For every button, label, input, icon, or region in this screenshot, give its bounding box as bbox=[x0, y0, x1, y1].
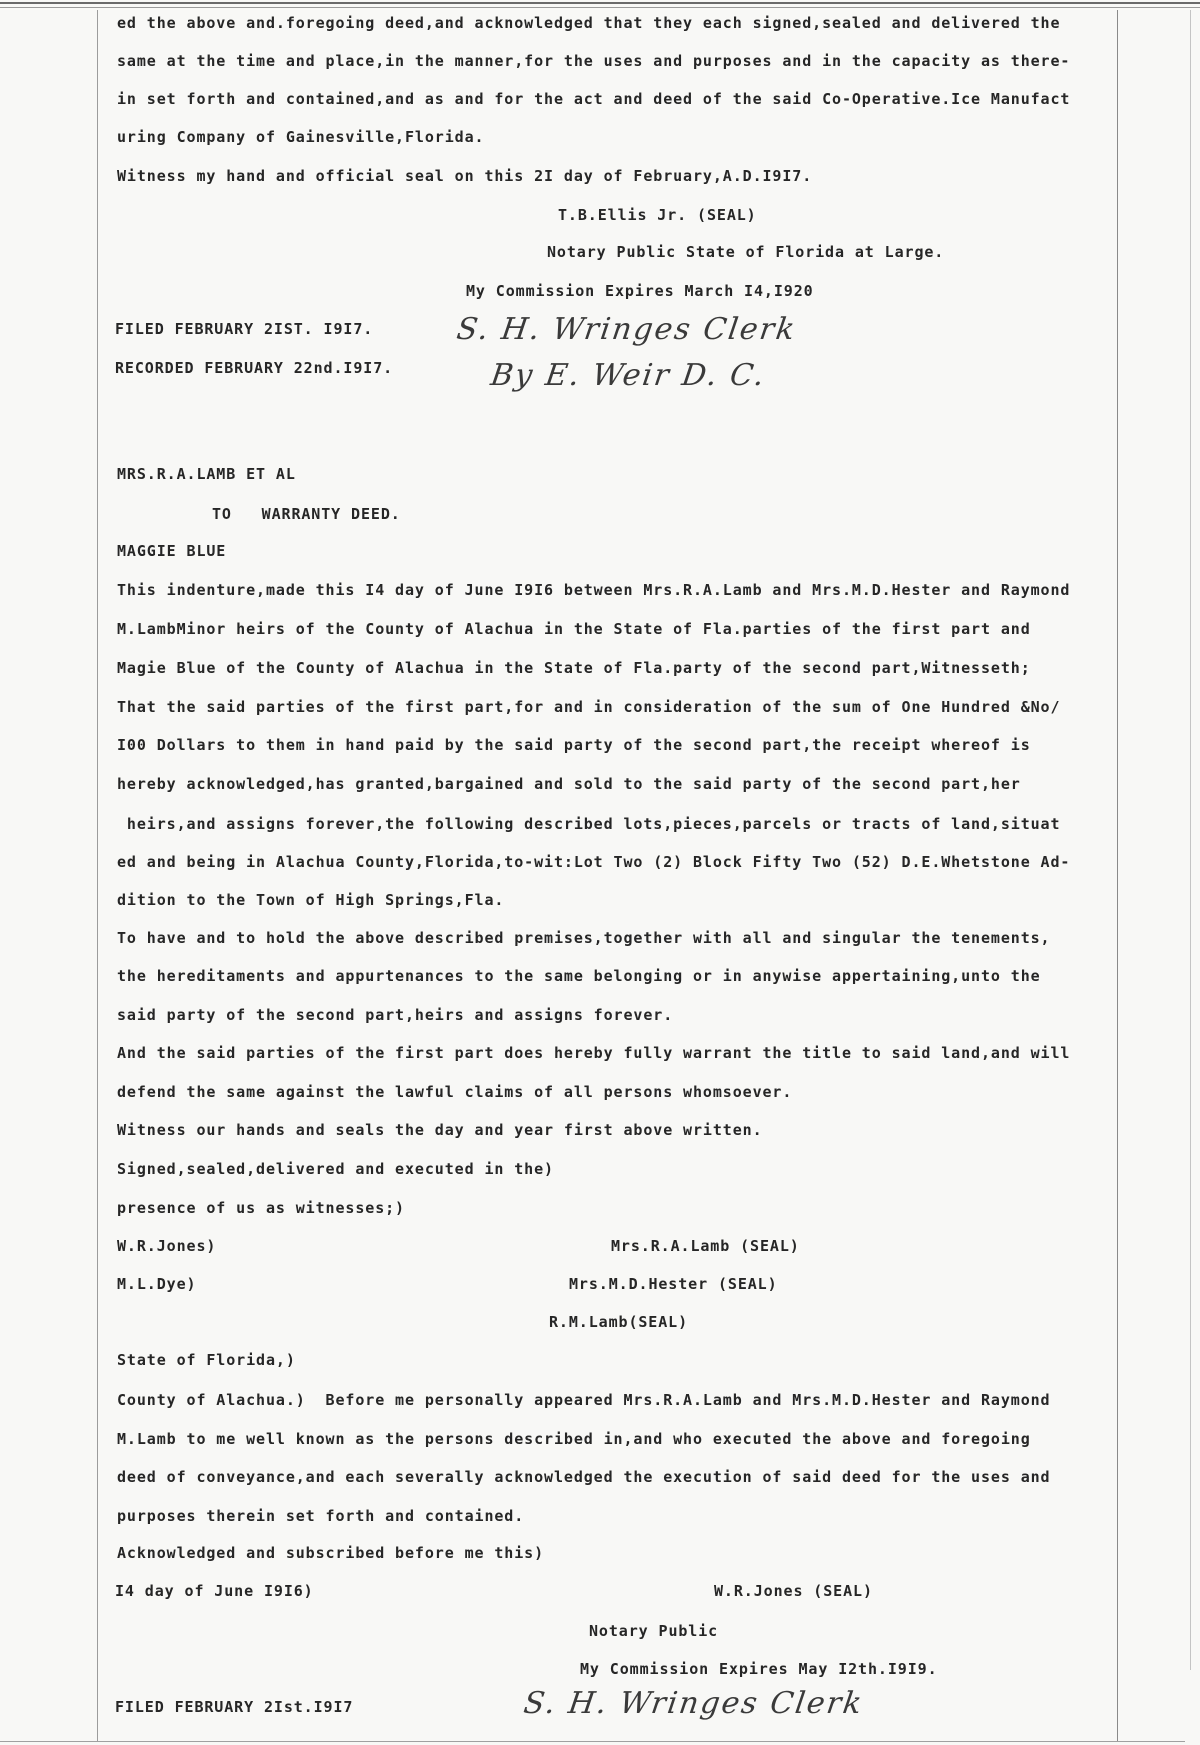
filed-date: FILED FEBRUARY 2IST. I9I7. bbox=[115, 320, 374, 338]
recorded-date: RECORDED FEBRUARY 22nd.I9I7. bbox=[115, 359, 394, 377]
text-line: State of Florida,) bbox=[117, 1351, 296, 1369]
clerk-signature: S. H. Wringes Clerk bbox=[521, 1686, 866, 1721]
page-edge-line bbox=[1190, 10, 1191, 1670]
text-line: said party of the second part,heirs and assigns forever. bbox=[117, 1006, 674, 1024]
clerk-signature: S. H. Wringes Clerk bbox=[454, 312, 799, 347]
deed-type: TO WARRANTY DEED. bbox=[212, 505, 401, 523]
text-line: M.Lamb to me well known as the persons described in,and who executed the above and foregoing bbox=[117, 1430, 1031, 1448]
text-line: This indenture,made this I4 day of June I9I6 between Mrs.R.A.Lamb and Mrs.M.D.Hester and Raymond bbox=[117, 581, 1071, 599]
text-line: presence of us as witnesses;) bbox=[117, 1199, 405, 1217]
text-line: dition to the Town of High Springs,Fla. bbox=[117, 891, 505, 909]
text-line: Witness our hands and seals the day and year first above written. bbox=[117, 1121, 763, 1139]
text-line: same at the time and place,in the manner,for the uses and purposes and in the capacity as there- bbox=[117, 52, 1071, 70]
text-line: uring Company of Gainesville,Florida. bbox=[117, 128, 485, 146]
top-border-line-inner bbox=[0, 7, 1200, 8]
text-line: the hereditaments and appurtenances to the same belonging or in anywise appertaining,unto the bbox=[117, 967, 1041, 985]
text-line: And the said parties of the first part does hereby fully warrant the title to said land,and will bbox=[117, 1044, 1071, 1062]
filed-date: FILED FEBRUARY 2Ist.I9I7 bbox=[115, 1698, 354, 1716]
top-border-line bbox=[0, 2, 1200, 4]
witness-1: W.R.Jones) bbox=[117, 1237, 217, 1255]
text-line: I4 day of June I9I6) bbox=[115, 1582, 314, 1600]
text-line: heirs,and assigns forever,the following described lots,pieces,parcels or tracts of land,situat bbox=[117, 815, 1061, 833]
text-line: ed and being in Alachua County,Florida,to-wit:Lot Two (2) Block Fifty Two (52) D.E.Whetstone Ad- bbox=[117, 853, 1071, 871]
commission-expiry: My Commission Expires May I2th.I9I9. bbox=[580, 1660, 938, 1678]
signer-2: Mrs.M.D.Hester (SEAL) bbox=[569, 1275, 778, 1293]
left-margin-line bbox=[97, 10, 98, 1742]
notary-name: T.B.Ellis Jr. (SEAL) bbox=[558, 206, 757, 224]
text-line: deed of conveyance,and each severally acknowledged the execution of said deed for the uses and bbox=[117, 1468, 1051, 1486]
text-line: in set forth and contained,and as and for the act and deed of the said Co-Operative.Ice Manufact bbox=[117, 90, 1071, 108]
text-line: Magie Blue of the County of Alachua in the State of Fla.party of the second part,Witnesseth; bbox=[117, 659, 1031, 677]
witness-2: M.L.Dye) bbox=[117, 1275, 197, 1293]
notary-name: W.R.Jones (SEAL) bbox=[714, 1582, 873, 1600]
notary-title: Notary Public bbox=[589, 1622, 719, 1640]
text-line: purposes therein set forth and contained. bbox=[117, 1507, 525, 1525]
text-line: Witness my hand and official seal on this 2I day of February,A.D.I9I7. bbox=[117, 167, 813, 185]
text-line: Signed,sealed,delivered and executed in the) bbox=[117, 1160, 554, 1178]
text-line: hereby acknowledged,has granted,bargained and sold to the said party of the second part,her bbox=[117, 775, 1021, 793]
text-line: That the said parties of the first part,for and in consideration of the sum of One Hundred &No/ bbox=[117, 698, 1061, 716]
grantee: MAGGIE BLUE bbox=[117, 542, 227, 560]
deputy-signature: By E. Weir D. C. bbox=[488, 358, 769, 393]
text-line: Acknowledged and subscribed before me this) bbox=[117, 1544, 545, 1562]
text-line: To have and to hold the above described premises,together with all and singular the tenements, bbox=[117, 929, 1051, 947]
grantor: MRS.R.A.LAMB ET AL bbox=[117, 465, 296, 483]
text-line: I00 Dollars to them in hand paid by the said party of the second part,the receipt whereof is bbox=[117, 736, 1031, 754]
text-line: defend the same against the lawful claims of all persons whomsoever. bbox=[117, 1083, 793, 1101]
right-margin-line bbox=[1117, 10, 1118, 1742]
notary-title: Notary Public State of Florida at Large. bbox=[547, 243, 945, 261]
bottom-border-line bbox=[0, 1741, 1185, 1742]
signer-1: Mrs.R.A.Lamb (SEAL) bbox=[611, 1237, 800, 1255]
signer-3: R.M.Lamb(SEAL) bbox=[549, 1313, 689, 1331]
text-line: M.LambMinor heirs of the County of Alachua in the State of Fla.parties of the first part and bbox=[117, 620, 1031, 638]
text-line: County of Alachua.) Before me personally appeared Mrs.R.A.Lamb and Mrs.M.D.Hester and Raymond bbox=[117, 1391, 1051, 1409]
commission-expiry: My Commission Expires March I4,I920 bbox=[466, 282, 814, 300]
text-line: ed the above and.foregoing deed,and acknowledged that they each signed,sealed and delivered the bbox=[117, 14, 1061, 32]
